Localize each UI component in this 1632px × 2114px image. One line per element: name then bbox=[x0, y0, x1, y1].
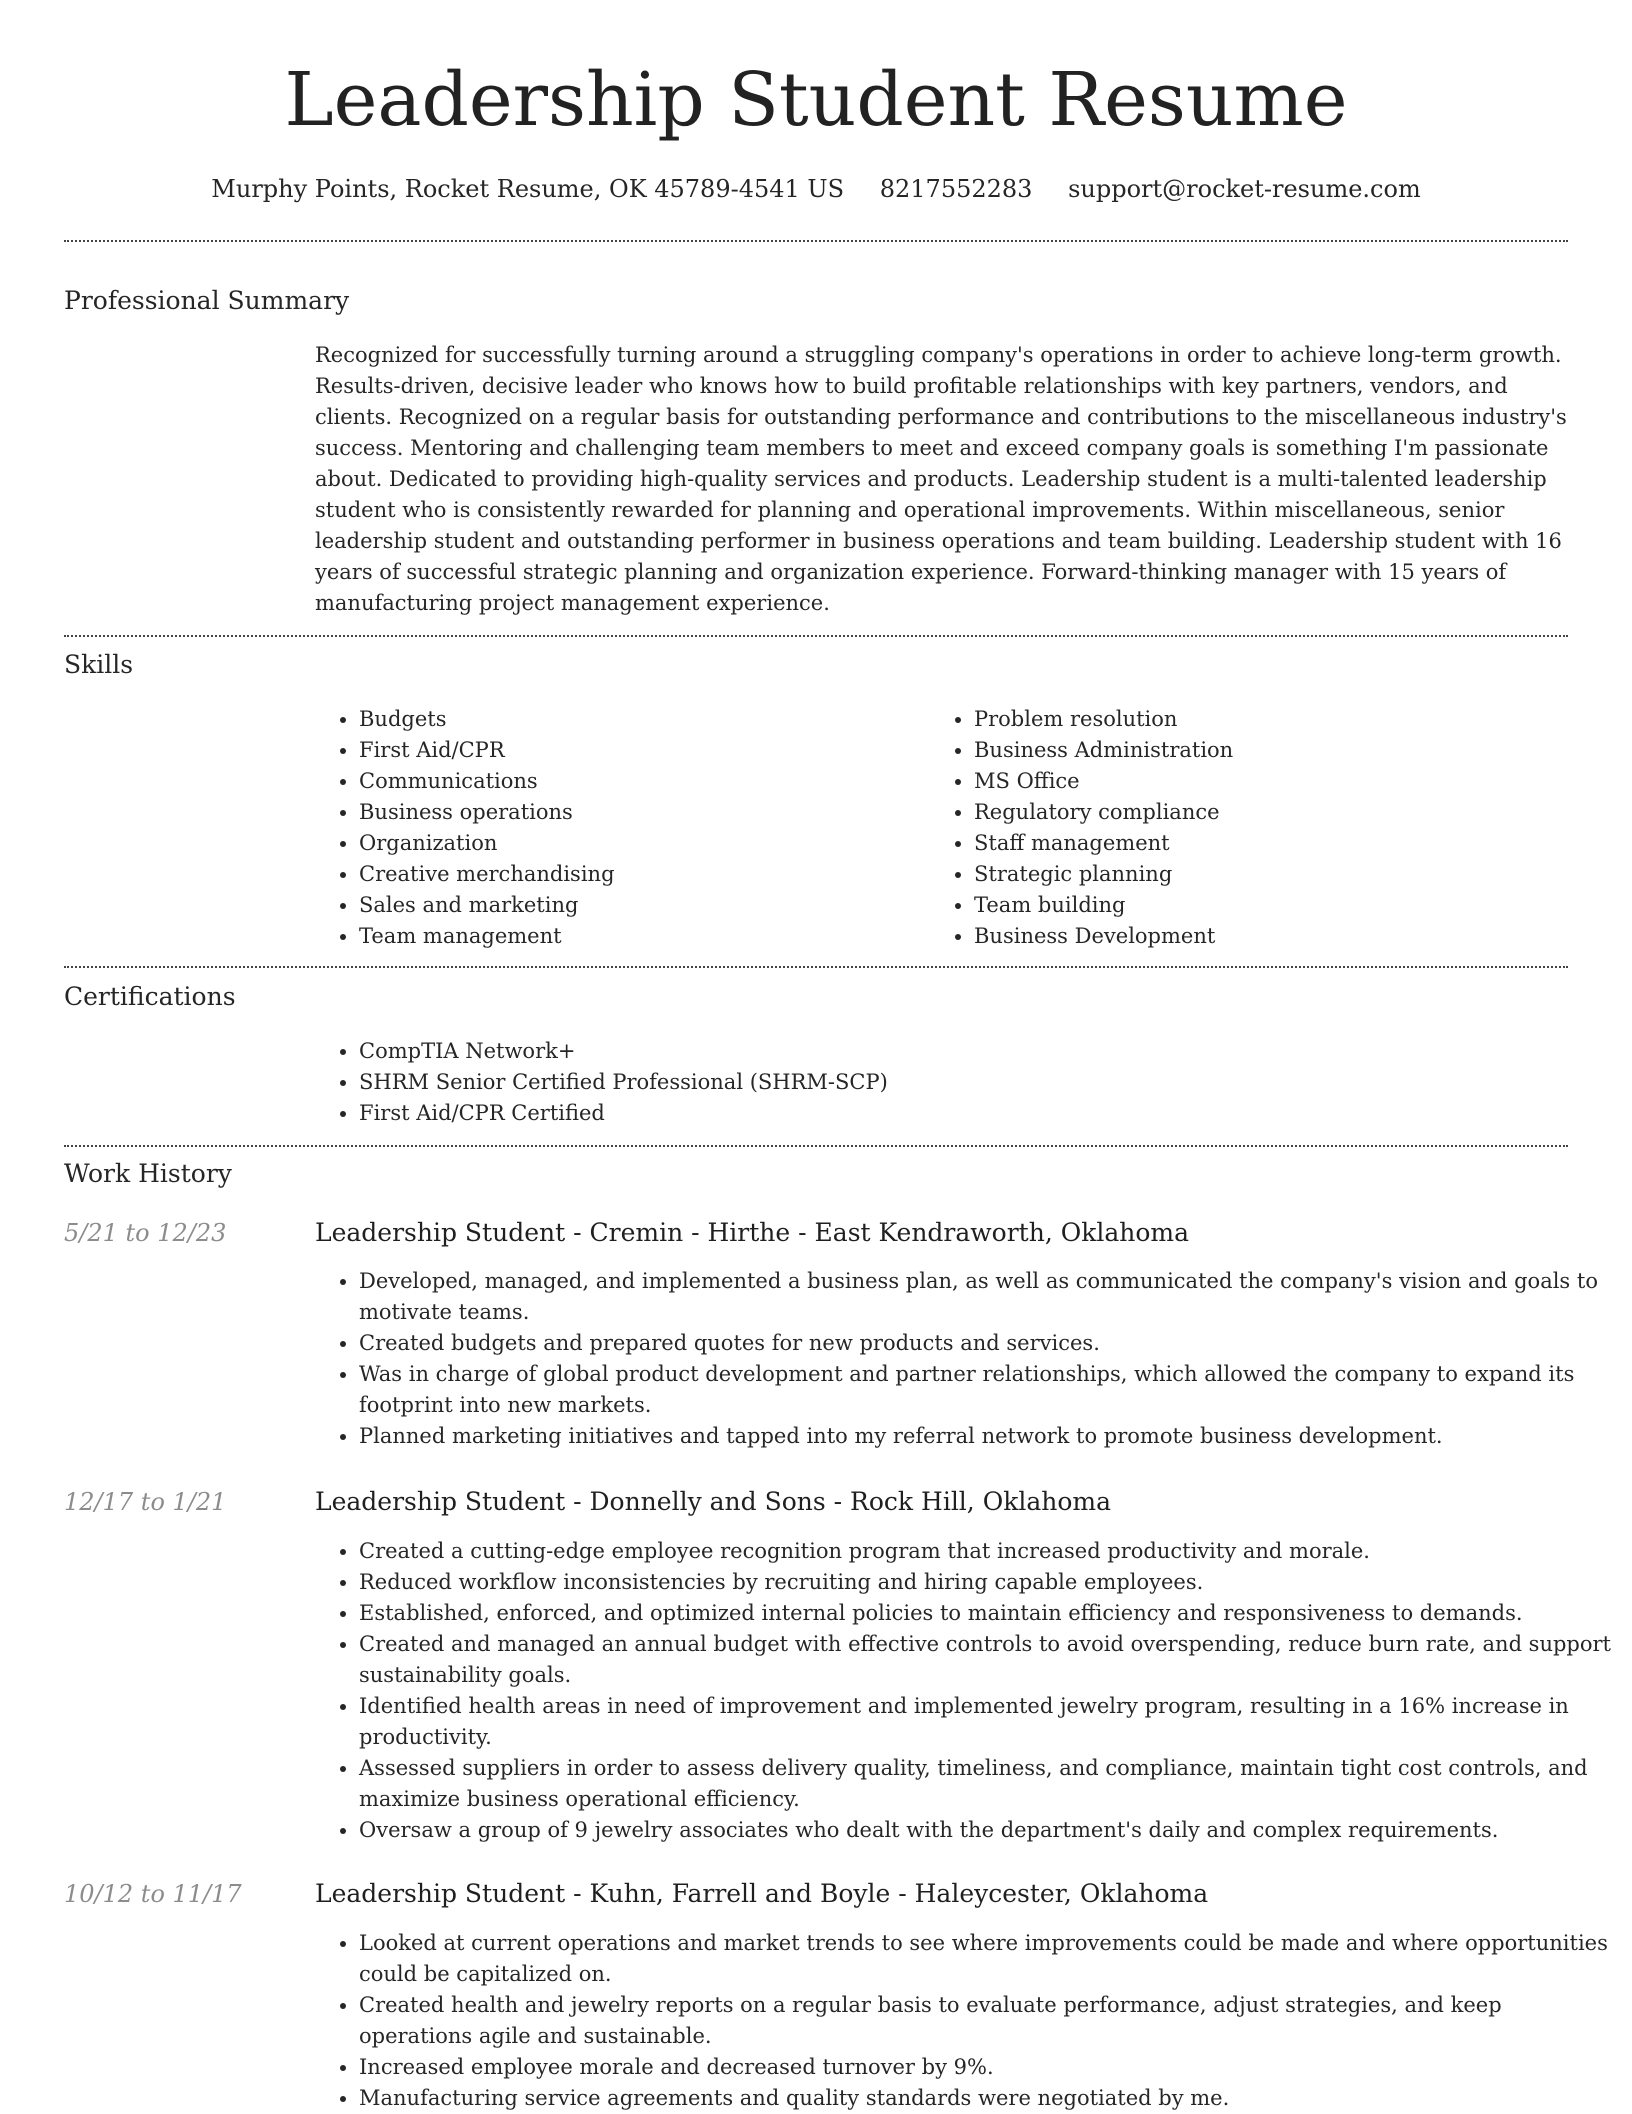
section-divider bbox=[64, 240, 1568, 242]
list-item: • Staff management bbox=[974, 828, 1574, 859]
list-item: • Identified health areas in need of improvement and implemented jewelry program, resulting in a 16% increase in productivity. bbox=[359, 1691, 1612, 1753]
job-title: Leadership Student - Kuhn, Farrell and Boyle - Haleycester, Oklahoma bbox=[315, 1879, 1209, 1908]
list-item: • First Aid/CPR bbox=[359, 735, 919, 766]
list-item: • Oversaw a group of 9 jewelry associates who dealt with the department's daily and complex requirements. bbox=[359, 1815, 1612, 1846]
summary-text: Recognized for successfully turning around a struggling company's operations in order to achieve long-term growth. Results-driven, decisive leader who knows how to build profitable relationships with key partners, vendors, and clients. Recognized on a regular basis for outstanding performance and contributions to the miscellaneous industry's success. Mentoring and challenging team members to meet and exceed company goals is something I'm passionate about. Dedicated to providing high-quality services and products. Leadership student is a multi-talented leadership student who is consistently rewarded for planning and operational improvements. Within miscellaneous, senior leadership student and outstanding performer in business operations and team building. Leadership student with 16 years of successful strategic planning and organization experience. Forward-thinking manager with 15 years of manufacturing project management experience. bbox=[315, 343, 1567, 615]
skills-heading: Skills bbox=[64, 650, 134, 679]
list-item: • Strategic planning bbox=[974, 859, 1574, 890]
list-item: • Sales and marketing bbox=[359, 890, 919, 921]
list-item: • SHRM Senior Certified Professional (SHRM-SCP) bbox=[359, 1067, 1559, 1098]
list-item: • Planned marketing initiatives and tapped into my referral network to promote business development. bbox=[359, 1421, 1612, 1452]
list-item: • Team building bbox=[974, 890, 1574, 921]
certifications-list bbox=[315, 1036, 1559, 1129]
job-dates: 12/17 to 1/21 bbox=[64, 1488, 227, 1516]
contact-email: support@rocket-resume.com bbox=[1068, 175, 1421, 203]
skills-list-left bbox=[315, 704, 919, 952]
contact-phone: 8217552283 bbox=[879, 175, 1033, 203]
job-dates: 10/12 to 11/17 bbox=[64, 1880, 242, 1908]
list-item: • Business Development bbox=[974, 921, 1574, 952]
list-item: • Looked at current operations and market trends to see where improvements could be made and where opportunities could be capitalized on. bbox=[359, 1928, 1612, 1990]
section-divider bbox=[64, 635, 1568, 637]
list-item: • Was in charge of global product development and partner relationships, which allowed the company to expand its footprint into new markets. bbox=[359, 1359, 1612, 1421]
list-item: • Business Administration bbox=[974, 735, 1574, 766]
list-item: • Organization bbox=[359, 828, 919, 859]
list-item: • Business operations bbox=[359, 797, 919, 828]
work-history-heading: Work History bbox=[64, 1159, 232, 1188]
job-dates: 5/21 to 12/23 bbox=[64, 1219, 227, 1247]
list-item: • Assessed suppliers in order to assess delivery quality, timeliness, and compliance, maintain tight cost controls, and maximize business operational efficiency. bbox=[359, 1753, 1612, 1815]
list-item: • First Aid/CPR Certified bbox=[359, 1098, 1559, 1129]
list-item: • Budgets bbox=[359, 704, 919, 735]
list-item: • Developed, managed, and implemented a business plan, as well as communicated the company's vision and goals to motivate teams. bbox=[359, 1266, 1612, 1328]
list-item: • Created health and jewelry reports on a regular basis to evaluate performance, adjust strategies, and keep operations agile and sustainable. bbox=[359, 1990, 1612, 2052]
resume-title: Leadership Student Resume bbox=[284, 57, 1348, 143]
list-item: • Team management bbox=[359, 921, 919, 952]
list-item: • Manufacturing service agreements and quality standards were negotiated by me. bbox=[359, 2083, 1612, 2114]
section-divider bbox=[64, 1145, 1568, 1147]
certifications-heading: Certifications bbox=[64, 982, 236, 1011]
contact-line bbox=[0, 172, 1632, 206]
list-item: • Created and managed an annual budget with effective controls to avoid overspending, reduce burn rate, and support sustainability goals. bbox=[359, 1629, 1612, 1691]
list-item: • Created budgets and prepared quotes for new products and services. bbox=[359, 1328, 1612, 1359]
list-item: • Problem resolution bbox=[974, 704, 1574, 735]
list-item: • MS Office bbox=[974, 766, 1574, 797]
list-item: • Reduced workflow inconsistencies by recruiting and hiring capable employees. bbox=[359, 1567, 1612, 1598]
section-divider bbox=[64, 966, 1568, 968]
contact-address: Murphy Points, Rocket Resume, OK 45789-4541 US bbox=[211, 175, 845, 203]
skills-list-right bbox=[930, 704, 1574, 952]
job-bullets bbox=[315, 1266, 1612, 1452]
list-item: • Created a cutting-edge employee recognition program that increased productivity and morale. bbox=[359, 1536, 1612, 1567]
list-item: • CompTIA Network+ bbox=[359, 1036, 1559, 1067]
list-item: • Communications bbox=[359, 766, 919, 797]
list-item: • Established, enforced, and optimized internal policies to maintain efficiency and responsiveness to demands. bbox=[359, 1598, 1612, 1629]
job-bullets bbox=[315, 1928, 1612, 2114]
list-item: • Increased employee morale and decreased turnover by 9%. bbox=[359, 2052, 1612, 2083]
job-bullets bbox=[315, 1536, 1612, 1846]
job-title: Leadership Student - Cremin - Hirthe - East Kendraworth, Oklahoma bbox=[315, 1218, 1190, 1247]
job-title: Leadership Student - Donnelly and Sons - Rock Hill, Oklahoma bbox=[315, 1487, 1112, 1516]
list-item: • Creative merchandising bbox=[359, 859, 919, 890]
summary-heading: Professional Summary bbox=[64, 286, 350, 315]
list-item: • Regulatory compliance bbox=[974, 797, 1574, 828]
